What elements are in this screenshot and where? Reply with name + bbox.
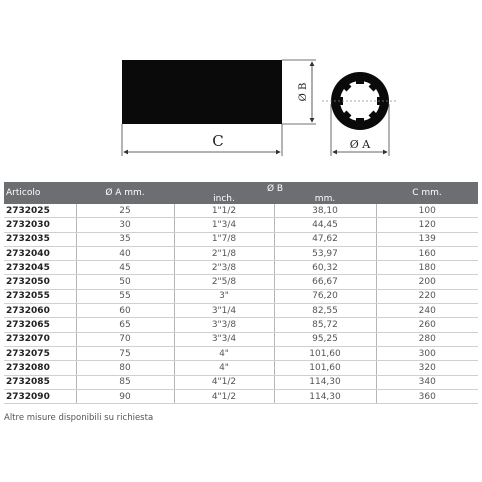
cell-b-inch: 3"3/8	[174, 318, 274, 332]
cell-b-inch: 1"7/8	[174, 232, 274, 246]
cell-b-inch: 2"1/8	[174, 246, 274, 260]
cell-b-mm: 101,60	[274, 346, 376, 360]
header-a: Ø A mm.	[76, 182, 174, 204]
cell-c: 300	[376, 346, 478, 360]
cell-c: 160	[376, 246, 478, 260]
header-b-inch: inch.	[174, 194, 274, 204]
cell-c: 180	[376, 261, 478, 275]
cell-c: 320	[376, 361, 478, 375]
table-body	[4, 204, 478, 404]
cell-b-inch: 3"1/4	[174, 304, 274, 318]
label-b: Ø B	[298, 82, 309, 102]
cell-b-inch: 4"1/2	[174, 375, 274, 389]
cell-articolo: 2732040	[4, 246, 76, 260]
table-row	[4, 375, 478, 389]
cell-b-inch: 4"1/2	[174, 389, 274, 403]
table-row	[4, 346, 478, 360]
cell-articolo: 2732080	[4, 361, 76, 375]
cell-b-mm: 53,97	[274, 246, 376, 260]
cell-articolo: 2732025	[4, 204, 76, 218]
table-row	[4, 246, 478, 260]
cell-b-mm: 47,62	[274, 232, 376, 246]
cell-a: 60	[76, 304, 174, 318]
technical-drawing	[0, 0, 482, 175]
cell-c: 139	[376, 232, 478, 246]
cell-b-inch: 1"1/2	[174, 204, 274, 218]
table-row	[4, 304, 478, 318]
cell-b-mm: 95,25	[274, 332, 376, 346]
cell-c: 360	[376, 389, 478, 403]
table-row	[4, 275, 478, 289]
header-b-mm: mm.	[274, 194, 376, 204]
cell-a: 85	[76, 375, 174, 389]
cell-b-mm: 60,32	[274, 261, 376, 275]
cell-articolo: 2732050	[4, 275, 76, 289]
cell-b-inch: 3"3/4	[174, 332, 274, 346]
cell-b-mm: 44,45	[274, 218, 376, 232]
cell-a: 65	[76, 318, 174, 332]
cell-b-mm: 101,60	[274, 361, 376, 375]
table-row	[4, 289, 478, 303]
cell-a: 80	[76, 361, 174, 375]
cell-a: 45	[76, 261, 174, 275]
cell-a: 30	[76, 218, 174, 232]
cell-articolo: 2732055	[4, 289, 76, 303]
bar-side-view	[122, 60, 282, 124]
cell-articolo: 2732070	[4, 332, 76, 346]
cell-b-inch: 2"5/8	[174, 275, 274, 289]
label-a: Ø A	[349, 138, 371, 151]
cell-c: 100	[376, 204, 478, 218]
table-row	[4, 204, 478, 218]
cell-a: 40	[76, 246, 174, 260]
spec-table	[4, 182, 478, 404]
cell-b-mm: 85,72	[274, 318, 376, 332]
header-articolo: Articolo	[4, 182, 76, 204]
cell-articolo: 2732075	[4, 346, 76, 360]
cell-c: 220	[376, 289, 478, 303]
cell-b-mm: 38,10	[274, 204, 376, 218]
cell-a: 25	[76, 204, 174, 218]
cell-articolo: 2732035	[4, 232, 76, 246]
cell-articolo: 2732090	[4, 389, 76, 403]
table-row	[4, 361, 478, 375]
cell-b-inch: 2"3/8	[174, 261, 274, 275]
cell-articolo: 2732060	[4, 304, 76, 318]
cell-a: 35	[76, 232, 174, 246]
cell-b-mm: 66,67	[274, 275, 376, 289]
cell-articolo: 2732045	[4, 261, 76, 275]
end-view	[322, 72, 398, 130]
table-row	[4, 332, 478, 346]
table-row	[4, 318, 478, 332]
cell-c: 260	[376, 318, 478, 332]
cell-b-mm: 82,55	[274, 304, 376, 318]
cell-a: 70	[76, 332, 174, 346]
cell-b-inch: 4"	[174, 361, 274, 375]
cell-articolo: 2732065	[4, 318, 76, 332]
cell-a: 75	[76, 346, 174, 360]
cell-c: 280	[376, 332, 478, 346]
table-row	[4, 389, 478, 403]
cell-a: 50	[76, 275, 174, 289]
cell-c: 240	[376, 304, 478, 318]
header-c: C mm.	[376, 182, 478, 204]
table-row	[4, 218, 478, 232]
cell-b-mm: 76,20	[274, 289, 376, 303]
availability-note: Altre misure disponibili su richiesta	[4, 413, 154, 423]
header-b: Ø B	[174, 182, 376, 194]
cell-a: 90	[76, 389, 174, 403]
cell-c: 120	[376, 218, 478, 232]
cell-b-mm: 114,30	[274, 375, 376, 389]
cell-b-inch: 1"3/4	[174, 218, 274, 232]
cell-c: 200	[376, 275, 478, 289]
table-row	[4, 232, 478, 246]
cell-b-inch: 4"	[174, 346, 274, 360]
label-c: C	[212, 132, 224, 150]
cell-b-inch: 3"	[174, 289, 274, 303]
cell-b-mm: 114,30	[274, 389, 376, 403]
table-row	[4, 261, 478, 275]
cell-c: 340	[376, 375, 478, 389]
cell-a: 55	[76, 289, 174, 303]
cell-articolo: 2732030	[4, 218, 76, 232]
cell-articolo: 2732085	[4, 375, 76, 389]
